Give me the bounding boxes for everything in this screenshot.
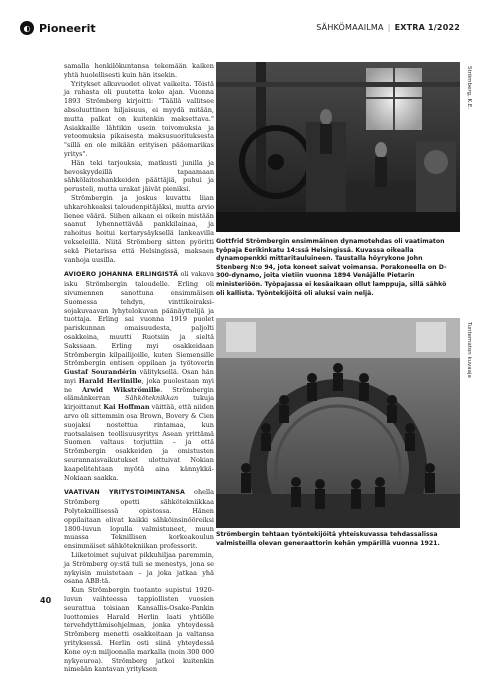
workshop-photo (216, 62, 460, 232)
issue-info (316, 23, 460, 32)
text-run: välityksellä. Osan hän myi (64, 368, 214, 385)
photo-credit: Tuntematon kuvaaja (466, 322, 472, 378)
brand-logo-icon: ◐ (20, 21, 34, 35)
paragraph: Kun Strömbergin tuotanto supistui 1920-luvun vaihteessa tappiollisten vuosien seurattua toisiaan Kansallis-Osake-Pankin luottomies Harald Herlin laati yhtiölle tervehdyttämisohjelman, jonka yhteydessä Strömberg menetti osakkeitaan ja valtansa yrityksessä. Herlin osti siinä yhteydessä Kone oy:n miljoonalla markalla (noin 300 000 nykyeuroa). Strömberg jatkoi kuitenkin nimeään kantavan yrityksen (64, 586, 214, 674)
photo-caption: Strömbergin tehtaan työntekijöitä yhteiskuvassa tehdassalissa valmisteilla olevan generaattorin kehän ympärillä vuonna 1921. (216, 531, 440, 547)
page-header (0, 0, 480, 58)
book-title: Sähköteknikkan (125, 394, 179, 403)
issue-label: EXTRA 1/2022 (394, 23, 460, 32)
section-paragraph (64, 488, 214, 551)
person-name: Gustaf Sourandérin (64, 368, 137, 377)
factory-group-photo (216, 318, 460, 528)
header-separator: | (387, 23, 391, 32)
article-column (64, 62, 214, 674)
paragraph: Hän teki tarjouksia, matkusti junilla ja hevoskyydeillä tapaamaan sähkölaitoshankkeiden päättäjiä, puhui ja perusteli, mutta urakat jäivät pieniksi. (64, 158, 214, 194)
text-run: väittää, että niiden arvo oli sittemmin osa Brown, Bovery & Cien suojaksi nostettua rintamaa, kun ruotsalaisen teollisuusyritys Asean yrittämä Suomen valtaus torjuttiin – ja että Strömbergin osakkeiden ja omistusten seurannaisvaikutukset ulottuivat Nokian kaapelitehtaan myötä aina kännykkä-Nokiaan saakka. (64, 403, 214, 482)
factory-group-photo-image (216, 318, 460, 528)
paragraph: Liiketoimet sujuivat pikkuhiljaa paremmin, ja Strömberg oy:stä tuli se menestys, jona se nykyisin muistetaan – ja joka jatkaa yhä osana ABB:tä. (64, 551, 214, 586)
section-lead: AVIOERO JOHANNA ERLINGISTÄ (64, 271, 179, 279)
magazine-name: SÄHKÖMAAILMA (316, 23, 384, 32)
photo-caption: Gottfrid Strömbergin ensimmäinen dynamotehdas oli vaatimaton työpaja Eerikinkatu 14:ssä Helsingissä. Kuvassa oikealla dynamopenkki mittaritauluineen. Taustalla höyrykone John Stenberg N:o 94, jota koneet saivat voimansa. Porakoneella on D-300-dynamo, joita vietiin vuonna 1894 Venäjälle Pietarin ministeriöön. Työpajassa ei kesäaikaan ollut lamppuja, sillä sähkö oli kallista. Työntekijöitä oli aluksi vain neljä. (216, 238, 447, 297)
text-run: , joka puolestaan myi ne (64, 376, 214, 394)
person-name: Kai Hoffman (103, 403, 150, 412)
section-paragraph (64, 270, 214, 482)
text-run: ohella Strömberg opetti sähkötekniikkaa Polyteknillisessä opistossa. Hänen oppilaitaan olivat kaikki sähköinsinööreiksi 1800-luvun lopulla valmistuneet, muun muassa Teknillisen korkeakoulun ensimmäiset sähkötekniikan professorit. (64, 488, 215, 551)
brand-logo (20, 21, 96, 35)
page-number: 40 (40, 596, 52, 605)
photo-credit: Strömberg, K.E. (466, 66, 472, 110)
paragraph: Yritykset alkuvuodet olivat vaikeita. Töistä ja rahasta oli puutetta koko ajan. Vuonna 1893 Strömberg kirjoitti: "Täällä vallitsee absoluuttinen hiljaisuus, ei myydä mitään, mutta palkat on kuitenkin maksettava." Asiakkaille lähtikin usein toivomuksia ja vetoomuksia pikaisesta maksusuorituksesta "sillä en ole mikään erityisen pääomarikas yritys". (64, 79, 214, 158)
person-name: Harald Herlinille (78, 376, 142, 385)
workshop-photo-image (216, 62, 460, 232)
text-run: . Strömbergin elämänkerran (64, 385, 214, 403)
section-lead: VAATIVAN YRITYSTOIMINTANSA (64, 489, 186, 497)
paragraph: samalla henkilökuntansa tekemään kaiken yhtä huolellisesti kuin hän itsekin. (64, 62, 214, 79)
brand-name: Pioneerit (39, 21, 96, 35)
paragraph: Strömbergin ja joskus kuvattu liian uhkarohkeaksi taloudenpitäjäksi, mutta arvio lienee väärä. Siihen aikaan ei oikein mistään saanut lyhennettävää pankkilainaa, ja rahoitus hoitui kertarysäyksellä lankeavilla vekseleillä. Niitä Strömberg sitten pyöritti sekä Pietarissa että Helsingissä, maksaen vanhoja uusilla. (64, 193, 214, 264)
text-run: tukuja kirjoittanut (64, 394, 214, 412)
text-run: oli vakava isku Strömbergin taloudelle. Erling oli sivumennen sanottuna ensimmäisen Suomessa tehdyn, vinttikoiraksi-sojakuvaavan lyhytelokuvan päänäyttelijä ja tuottaja. Erling sai vuonna 1919 puolet pariskunnan omaisuudesta, paljolti osakkeina, muutti Ruotsiin ja sieltä Sakssaan. Erling myi osakkeidaan Strömbergin kilpailijoille, kuten Siemensille Strömbergin entisen oppilaan ja työtoverin (64, 270, 214, 368)
person-name: Arwid Wikströmille (81, 385, 161, 394)
